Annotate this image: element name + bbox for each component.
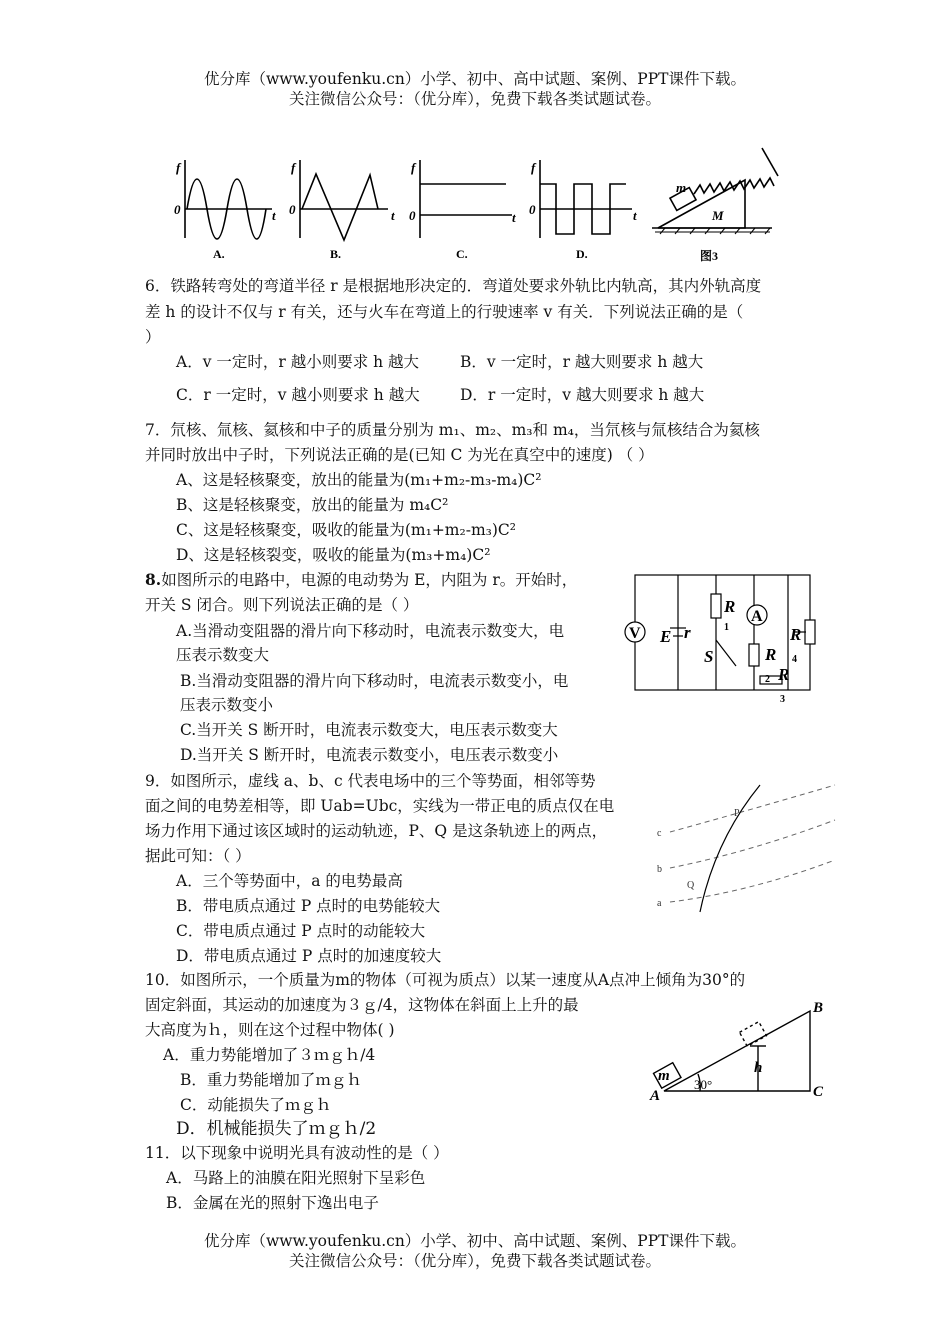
footer-line-2: 关注微信公众号：（优分库），免费下载各类试题试卷。 <box>288 1252 661 1270</box>
top-figure-graphs <box>0 150 950 290</box>
graph-c-origin: 0 <box>409 208 416 223</box>
ammeter-label: A <box>751 608 763 625</box>
q10-option-a: A．重力势能增加了３ｍｇｈ/4 <box>163 1046 376 1064</box>
graph-a-t-label: t <box>272 208 276 223</box>
equipotential-c-label: c <box>657 828 662 839</box>
r2-label: R <box>765 645 777 664</box>
voltmeter-label: V <box>629 625 641 642</box>
q9-option-d: D．带电质点通过 P 点时的加速度较大 <box>176 947 442 965</box>
q9-line-4: 据此可知：（ ） <box>145 847 251 865</box>
graph-b-caption: B. <box>330 247 342 261</box>
incline-mass-m: m <box>658 1068 670 1084</box>
q10-incline-figure <box>650 1000 840 1110</box>
fig3-caption: 图3 <box>700 249 719 263</box>
graph-a-caption: A. <box>213 247 225 261</box>
incline-point-a: A <box>650 1088 661 1104</box>
q6-option-c: C．r 一定时，v 越小则要求 h 越大 <box>176 386 420 404</box>
graph-d-caption: D. <box>576 247 588 261</box>
q8-circuit-diagram <box>620 570 820 710</box>
q10-line-2: 固定斜面，其运动的加速度为３ｇ/4，这物体在斜面上上升的最 <box>145 996 579 1014</box>
q6-option-d: D．r 一定时，v 越大则要求 h 越大 <box>460 386 705 404</box>
equipotential-b-label: b <box>657 864 662 875</box>
graph-c-t-label: t <box>512 210 516 225</box>
q11-line-1: 11．以下现象中说明光具有波动性的是（ ） <box>145 1144 449 1162</box>
q7-option-d: D、这是轻核裂变，吸收的能量为(m₃+m₄)C² <box>176 546 491 564</box>
q10-option-b: B．重力势能增加了ｍｇｈ <box>180 1071 362 1089</box>
q9-option-b: B．带电质点通过 P 点时的电势能较大 <box>176 897 441 915</box>
r4-subscript: 4 <box>792 654 797 665</box>
q10-option-d: D．机械能损失了ｍｇｈ/2 <box>176 1119 377 1139</box>
internal-resistance-label: r <box>684 623 691 642</box>
r4-slider-label: R <box>790 625 802 644</box>
q10-line-1: 10．如图所示，一个质量为m的物体（可视为质点）以某一速度从A点冲上倾角为30°的 <box>145 971 746 989</box>
q9-option-a: A．三个等势面中，a 的电势最高 <box>176 872 403 890</box>
point-q-label: Q <box>687 880 695 891</box>
r1-label: R <box>724 597 736 616</box>
point-p-label: P <box>734 808 740 819</box>
q8-number: 8. <box>145 570 162 589</box>
graph-b-t-label: t <box>391 208 395 223</box>
switch-label: S <box>704 647 714 666</box>
graph-b-origin: 0 <box>289 202 296 217</box>
q11-option-a: A．马路上的油膜在阳光照射下呈彩色 <box>166 1169 426 1187</box>
graph-a-f-label: f <box>176 160 181 175</box>
q7-line-2: 并同时放出中子时，下列说法正确的是(已知 C 为光在真空中的速度) （ ） <box>145 446 654 464</box>
q8-option-a-2: 压表示数变大 <box>176 646 270 664</box>
incline-point-c: C <box>813 1084 824 1100</box>
q7-line-1: 7．氘核、氚核、氦核和中子的质量分别为 m₁、m₂、m₃和 m₄，当氘核与氚核结合为氦核 <box>145 421 760 439</box>
q8-line-1-text: 如图所示的电路中，电源的电动势为 E，内阻为 r。开始时， <box>161 571 578 589</box>
q7-option-a: A、这是轻核聚变，放出的能量为(m₁+m₂-m₃-m₄)C² <box>176 471 542 489</box>
q7-option-b: B、这是轻核聚变，放出的能量为 m₄C² <box>176 496 449 514</box>
r3-label: R <box>778 665 790 684</box>
graph-c-caption: C. <box>456 247 468 261</box>
r3-subscript: 3 <box>780 694 785 705</box>
q8-option-b-1: B.当滑动变阻器的滑片向下移动时，电流表示数变小，电 <box>180 672 569 690</box>
q9-option-c: C．带电质点通过 P 点时的动能较大 <box>176 922 426 940</box>
q9-line-2: 面之间的电势差相等，即 Uab=Ubc，实线为一带正电的质点仅在电 <box>145 797 615 815</box>
emf-label: E <box>660 627 672 646</box>
q7-option-c: C、这是轻核聚变，吸收的能量为(m₁+m₂-m₃)C² <box>176 521 516 539</box>
q8-option-d: D.当开关 S 断开时，电流表示数变小，电压表示数变小 <box>180 746 559 764</box>
graph-b-f-label: f <box>291 160 296 175</box>
graph-c-f-label: f <box>411 160 416 175</box>
header-line-1: 优分库（www.youfenku.cn）小学、初中、高中试题、案例、PPT课件下载。 <box>203 70 747 88</box>
incline-angle-label: 30° <box>694 1077 713 1092</box>
q6-line-1: 6．铁路转弯处的弯道半径 r 是根据地形决定的．弯道处要求外轨比内轨高，其内外轨高度 <box>145 277 762 295</box>
q6-line-3: ） <box>145 328 161 346</box>
q8-option-c: C.当开关 S 断开时，电流表示数变大，电压表示数变大 <box>180 721 558 739</box>
q11-option-b: B．金属在光的照射下逸出电子 <box>166 1194 379 1212</box>
incline-point-b: B <box>813 1000 824 1016</box>
q9-equipotential-figure <box>650 780 840 920</box>
graph-d-f-label: f <box>531 160 536 175</box>
graph-d-origin: 0 <box>529 202 536 217</box>
q6-line-2: 差 h 的设计不仅与 r 有关，还与火车在弯道上的行驶速率 v 有关．下列说法正确的是（ <box>145 303 744 321</box>
header-line-2: 关注微信公众号：（优分库），免费下载各类试题试卷。 <box>288 90 661 108</box>
q6-option-a: A．v 一定时，r 越小则要求 h 越大 <box>176 353 420 371</box>
equipotential-a-label: a <box>657 898 662 909</box>
r2-subscript: 2 <box>765 674 770 685</box>
graph-a-origin: 0 <box>174 202 181 217</box>
q8-line-1 <box>145 570 577 590</box>
q9-line-3: 场力作用下通过该区域时的运动轨迹，P、Q 是这条轨迹上的两点， <box>145 822 608 840</box>
q8-line-2: 开关 S 闭合。则下列说法正确的是（ ） <box>145 596 419 614</box>
footer-line-1: 优分库（www.youfenku.cn）小学、初中、高中试题、案例、PPT课件下载。 <box>203 1232 747 1250</box>
q10-option-c: C．动能损失了ｍｇｈ <box>180 1096 332 1114</box>
graph-d-t-label: t <box>633 208 637 223</box>
r1-subscript: 1 <box>724 622 729 633</box>
fig3-mass-M: M <box>712 208 724 223</box>
incline-height-h: h <box>754 1060 763 1076</box>
q6-option-b: B．v 一定时，r 越大则要求 h 越大 <box>460 353 704 371</box>
q9-line-1: 9．如图所示，虚线 a、b、c 代表电场中的三个等势面，相邻等势 <box>145 772 596 790</box>
q8-option-b-2: 压表示数变小 <box>180 696 274 714</box>
q8-option-a-1: A.当滑动变阻器的滑片向下移动时，电流表示数变大，电 <box>176 622 565 640</box>
fig3-mass-m: m <box>676 180 687 195</box>
q10-line-3: 大高度为ｈ，则在这个过程中物体( ) <box>145 1021 395 1039</box>
